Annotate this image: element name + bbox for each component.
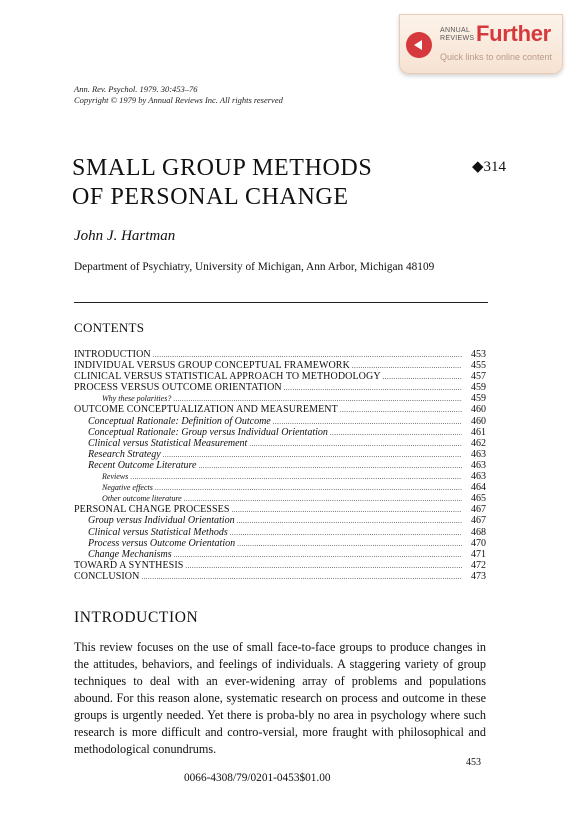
contents-heading: CONTENTS [74,320,145,335]
toc-entry-label: INDIVIDUAL VERSUS GROUP CONCEPTUAL FRAMEWORK [74,360,350,372]
annual-reviews-wordmark: ANNUAL REVIEWS [440,27,475,42]
toc-leader-dots [237,539,462,550]
introduction-paragraph: This review focuses on the use of small face-to-face groups to produce changes in the attitudes, behaviors, and feelings of individuals. A staggering variety of group techniques to deal with an ever-widening array of problems and populations abound. For this reason alone, systematic research on process and outcome in these groups is urgently needed. Yet there is proba-bly no area in psychology where such research is more difficult and contro-versial, more fraught with philosophical and methodological conundrums. [74,640,486,756]
toc-entry[interactable] [74,360,486,371]
toc-entry-label: Change Mechanisms [88,548,172,560]
toc-entry-page: 462 [471,437,486,449]
toc-entry-label: PROCESS VERSUS OUTCOME ORIENTATION [74,382,282,394]
toc-entry-page: 467 [471,515,486,527]
toc-entry-page: 460 [471,404,486,416]
quick-links-text: Quick links to online content [440,52,553,62]
further-label: Further [476,21,551,46]
toc-entry[interactable] [74,471,486,482]
toc-entry[interactable] [74,515,486,526]
toc-entry[interactable] [74,382,486,393]
toc-entry[interactable] [74,538,486,549]
toc-entry-page: 460 [471,415,486,427]
title-line-1: SMALL GROUP METHODS [72,155,373,181]
toc-entry-label: CONCLUSION [74,570,140,582]
author-affiliation: Department of Psychiatry, University of Michigan, Ann Arbor, Michigan 48109 [74,261,435,273]
toc-entry-page: 463 [471,471,486,483]
toc-entry-page: 473 [471,570,486,582]
toc-entry[interactable] [74,427,486,438]
toc-entry-label: Why these polarities? [102,394,172,404]
toc-entry-page: 459 [471,382,486,394]
toc-entry-label: Research Strategy [88,448,161,460]
toc-leader-dots [130,472,462,483]
toc-leader-dots [141,572,462,583]
toc-entry-label: Reviews [102,472,129,482]
article-title [72,154,372,212]
table-of-contents [74,349,486,582]
toc-entry-page: 471 [471,548,486,560]
toc-entry-page: 464 [471,482,486,494]
toc-leader-dots [284,383,462,394]
toc-leader-dots [185,561,462,572]
toc-entry[interactable] [74,404,486,415]
toc-entry[interactable] [74,527,486,538]
toc-entry-page: 472 [471,559,486,571]
toc-entry-label: TOWARD A SYNTHESIS [74,559,184,571]
toc-entry-label: Other outcome literature [102,494,182,504]
toc-entry-page: 463 [471,448,486,460]
toc-leader-dots [174,550,462,561]
toc-entry[interactable] [74,393,486,404]
toc-entry-label: Conceptual Rationale: Group versus Individual Orientation [88,426,328,438]
toc-leader-dots [199,461,463,472]
section-divider [74,302,488,303]
toc-entry[interactable] [74,549,486,560]
toc-entry[interactable] [74,349,486,360]
toc-entry-page: 465 [471,493,486,505]
toc-entry[interactable] [74,571,486,582]
toc-entry-page: 463 [471,459,486,471]
toc-entry[interactable] [74,482,486,493]
toc-entry-label: CLINICAL VERSUS STATISTICAL APPROACH TO METHODOLOGY [74,371,381,383]
toc-leader-dots [383,372,462,383]
toc-leader-dots [155,483,462,494]
author-name: John J. Hartman [74,228,176,244]
toc-entry-label: PERSONAL CHANGE PROCESSES [74,504,230,516]
toc-entry-label: INTRODUCTION [74,349,151,360]
toc-entry-label: Clinical versus Statistical Measurement [88,437,248,449]
annual-reviews-logo-icon [406,32,432,58]
toc-entry-page: 457 [471,371,486,383]
toc-entry-label: OUTCOME CONCEPTUALIZATION AND MEASUREMENT [74,404,338,416]
toc-entry-page: 470 [471,537,486,549]
footer-code: 0066-4308/79/0201-0453$01.00 [184,772,331,784]
further-badge[interactable] [399,14,563,74]
citation-line-2: Copyright © 1979 by Annual Reviews Inc. All rights reserved [74,95,283,105]
toc-entry[interactable] [74,560,486,571]
toc-entry-page: 455 [471,360,486,372]
toc-entry-label: Group versus Individual Orientation [88,515,235,527]
toc-leader-dots [249,439,462,450]
toc-entry[interactable] [74,504,486,515]
toc-leader-dots [163,450,462,461]
toc-entry[interactable] [74,449,486,460]
toc-entry-page: 461 [471,426,486,438]
article-code: ◆314 [472,159,507,175]
toc-entry[interactable] [74,416,486,427]
toc-entry-label: Negative effects [102,483,153,493]
toc-leader-dots [232,505,463,516]
toc-entry-page: 467 [471,504,486,516]
toc-entry[interactable] [74,460,486,471]
toc-entry-page: 459 [471,393,486,405]
title-line-2: OF PERSONAL CHANGE [72,184,349,210]
citation-line-1: Ann. Rev. Psychol. 1979. 30:453–76 [74,84,198,94]
toc-leader-dots [230,528,462,539]
introduction-heading: INTRODUCTION [74,609,199,626]
toc-entry-label: Conceptual Rationale: Definition of Outcome [88,415,271,427]
toc-entry-label: Clinical versus Statistical Methods [88,526,228,538]
toc-entry-label: Process versus Outcome Orientation [88,537,236,549]
toc-entry-page: 453 [471,349,486,360]
toc-leader-dots [330,428,462,439]
toc-entry-label: Recent Outcome Literature [88,459,197,471]
page-number: 453 [466,757,481,768]
toc-entry[interactable] [74,493,486,504]
toc-leader-dots [237,516,462,527]
toc-leader-dots [340,405,462,416]
toc-entry[interactable] [74,438,486,449]
toc-entry[interactable] [74,371,486,382]
toc-entry-page: 468 [471,526,486,538]
